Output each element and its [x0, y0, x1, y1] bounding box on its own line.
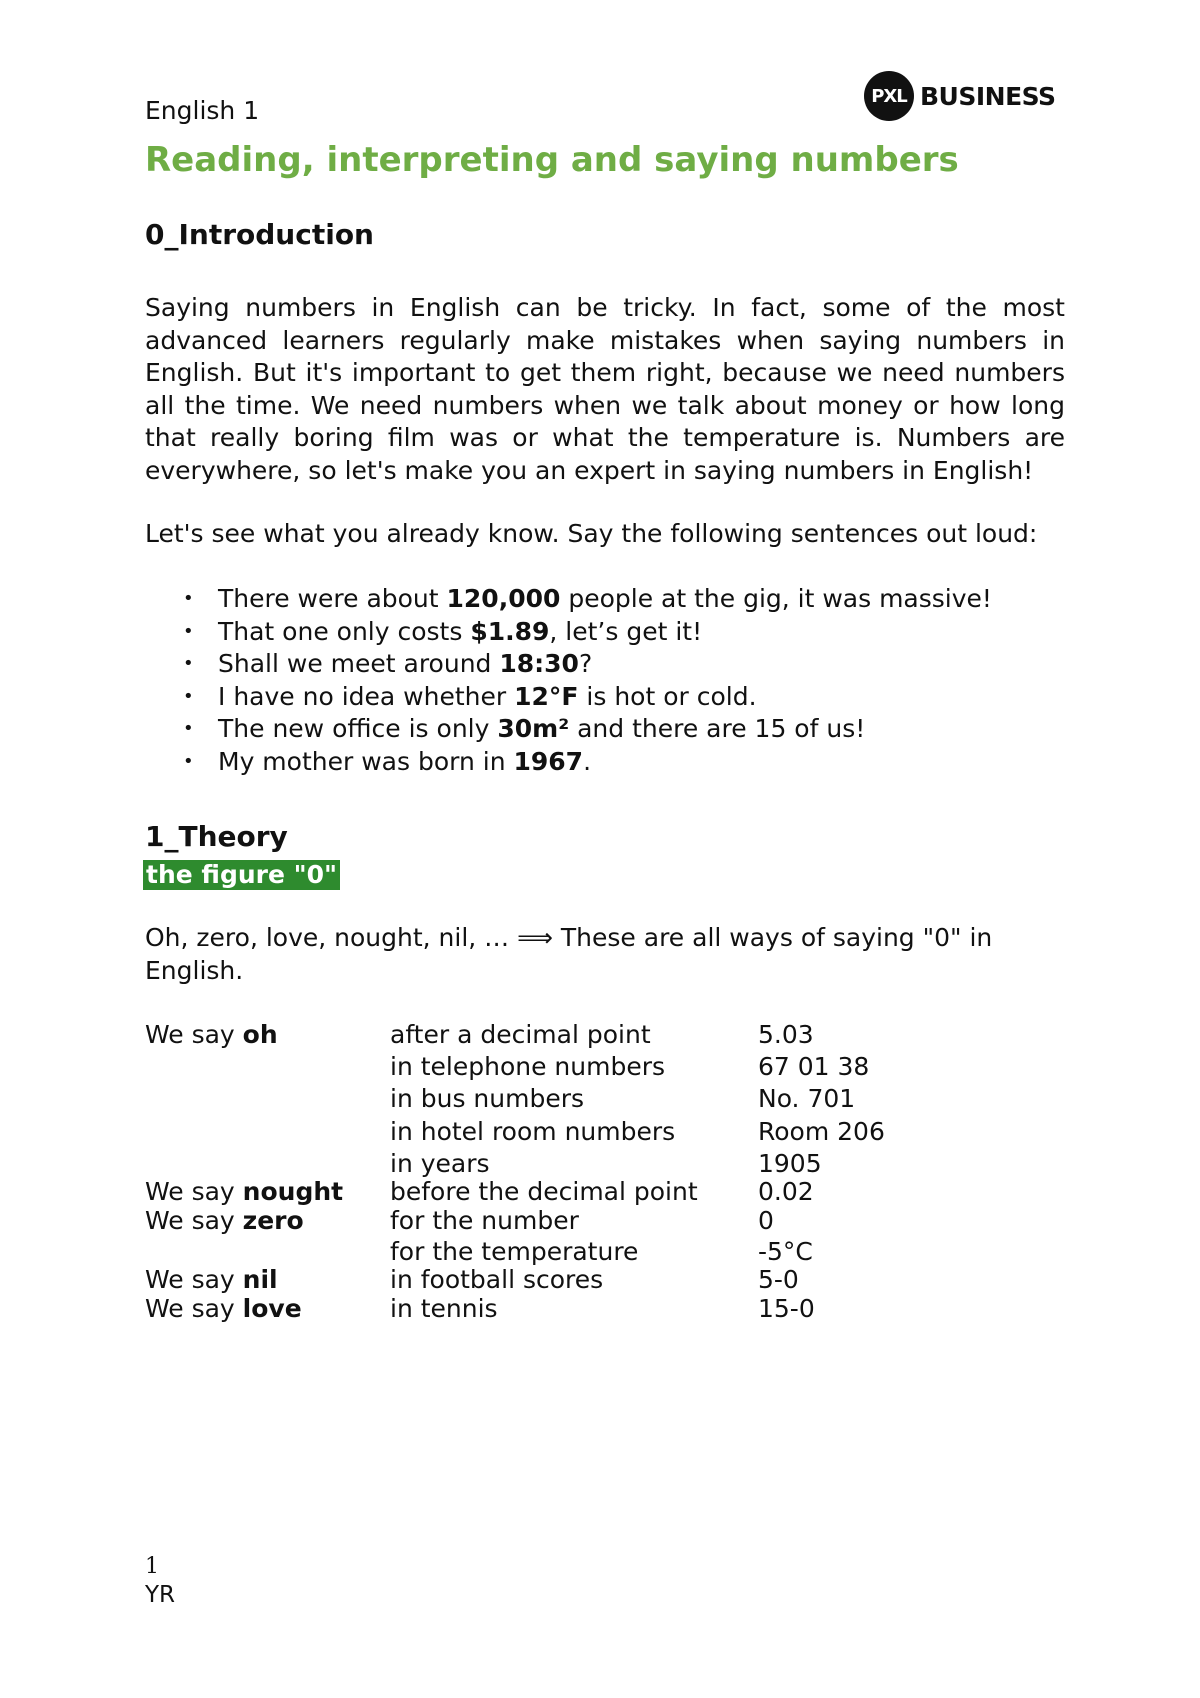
- example-sentences-list: [145, 583, 992, 778]
- usage-cell: in years: [390, 1149, 490, 1178]
- usage-cell: in football scores: [390, 1265, 604, 1294]
- figure-zero-highlight: the figure "0": [143, 860, 340, 890]
- document-title: Reading, interpreting and saying numbers: [145, 140, 959, 180]
- list-item: • The new office is only 30m² and there are 15 of us!: [145, 713, 992, 746]
- usage-cell: in hotel room numbers: [390, 1117, 676, 1146]
- course-name: English 1: [145, 96, 260, 125]
- bullet-icon: •: [183, 685, 194, 707]
- say-cell: We say love: [145, 1294, 302, 1323]
- say-cell: We say nil: [145, 1265, 278, 1294]
- example-cell: 5-0: [758, 1265, 799, 1294]
- page-number: 1: [145, 1554, 159, 1579]
- example-cell: 67 01 38: [758, 1052, 870, 1081]
- usage-cell: in telephone numbers: [390, 1052, 666, 1081]
- usage-cell: in bus numbers: [390, 1084, 585, 1113]
- introduction-heading: 0_Introduction: [145, 218, 374, 251]
- bullet-icon: •: [183, 750, 194, 772]
- list-item: • There were about 120,000 people at the gig, it was massive!: [145, 583, 992, 616]
- example-cell: 5.03: [758, 1020, 814, 1049]
- example-cell: 1905: [758, 1149, 822, 1178]
- list-item: • Shall we meet around 18:30?: [145, 648, 992, 681]
- logo-wordmark: BUSINESS: [920, 81, 1056, 111]
- say-cell: We say oh: [145, 1020, 278, 1049]
- example-cell: 15-0: [758, 1294, 815, 1323]
- pxl-business-logo: [864, 70, 1056, 122]
- bullet-icon: •: [183, 653, 194, 674]
- list-item: • That one only costs $1.89, let’s get it!: [145, 616, 992, 649]
- usage-cell: before the decimal point: [390, 1177, 698, 1206]
- example-cell: No. 701: [758, 1084, 856, 1113]
- example-cell: 0.02: [758, 1177, 814, 1206]
- example-cell: 0: [758, 1206, 774, 1235]
- say-cell: We say nought: [145, 1177, 344, 1206]
- list-item: • I have no idea whether 12°F is hot or cold.: [145, 681, 992, 714]
- usage-cell: for the temperature: [390, 1237, 639, 1266]
- bullet-icon: •: [183, 620, 194, 642]
- author-initials: YR: [145, 1582, 176, 1608]
- usage-cell: in tennis: [390, 1294, 498, 1323]
- bullet-icon: •: [183, 718, 194, 739]
- introduction-paragraph: Saying numbers in English can be tricky. In fact, some of the most advanced learners regularly make mistakes when saying numbers in English. But it's important to get them right, because we need numbers all the time. We need numbers when we talk about money or how long that really boring film was or what the temperature is. Numbers are everywhere, so let's make you an expert in saying numbers in English!: [145, 293, 1065, 485]
- bullet-icon: •: [183, 588, 194, 609]
- usage-cell: after a decimal point: [390, 1020, 651, 1049]
- say-cell: We say zero: [145, 1206, 304, 1235]
- theory-heading: 1_Theory: [145, 820, 288, 853]
- example-cell: -5°C: [758, 1237, 813, 1266]
- list-item: • My mother was born in 1967.: [145, 746, 992, 779]
- zero-ways-paragraph: Oh, zero, love, nought, nil, … ⟹ These are all ways of saying "0" in English.: [145, 923, 993, 985]
- pxl-logo-mark: PXL: [864, 71, 914, 121]
- exercise-prompt: Let's see what you already know. Say the following sentences out loud:: [145, 519, 1038, 548]
- example-cell: Room 206: [758, 1117, 885, 1146]
- usage-cell: for the number: [390, 1206, 579, 1235]
